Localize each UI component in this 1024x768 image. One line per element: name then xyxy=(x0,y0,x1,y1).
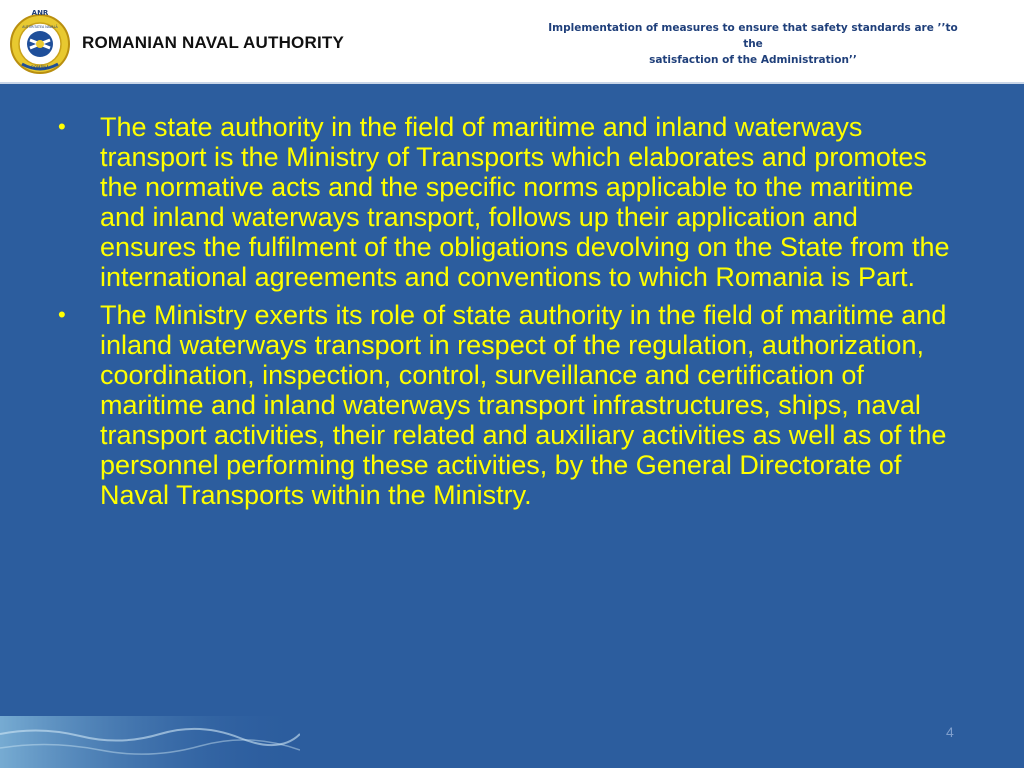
header-divider xyxy=(0,82,1024,84)
bullet-text: The state authority in the field of maritime and inland waterways transport is the Ministry of Transports which elaborates and promotes the normative acts and the specific norms applicable to the maritime and inland waterways transport, follows up their application and ensures the fulfilment of the obligations devolving on the State from the international agreements and conventions to which Romania is Part. xyxy=(100,112,950,292)
subtitle-line-1: Implementation of measures to ensure that safety standards are ’’to the xyxy=(548,22,958,50)
bullet-item xyxy=(55,300,960,510)
bullet-list xyxy=(55,112,960,510)
slide-header xyxy=(0,0,1024,82)
org-title: ROMANIAN NAVAL AUTHORITY xyxy=(82,33,344,52)
slide-subtitle xyxy=(548,20,958,68)
bullet-text: The Ministry exerts its role of state authority in the field of maritime and inland waterways transport in respect of the regulation, authorization, coordination, inspection, control, surveillance and certification of maritime and inland waterways transport infrastructures, ships, naval transport activities, their related and auxiliary activities as well as of the personnel performing these activities, by the General Directorate of Naval Transports within the Ministry. xyxy=(100,300,947,510)
subtitle-line-2: satisfaction of the Administration’’ xyxy=(649,54,857,66)
page-number: 4 xyxy=(946,724,954,740)
wave-decoration xyxy=(0,716,300,768)
slide-body xyxy=(55,112,960,518)
anr-logo xyxy=(8,6,72,76)
svg-text:AUTORITATEA NAVALĂ: AUTORITATEA NAVALĂ xyxy=(22,25,58,29)
bullet-item xyxy=(55,112,960,292)
bullet-icon: • xyxy=(58,302,66,327)
bullet-icon: • xyxy=(58,114,66,139)
svg-text:ROMÂNĂ: ROMÂNĂ xyxy=(31,65,49,70)
svg-text:ANR: ANR xyxy=(31,9,49,17)
